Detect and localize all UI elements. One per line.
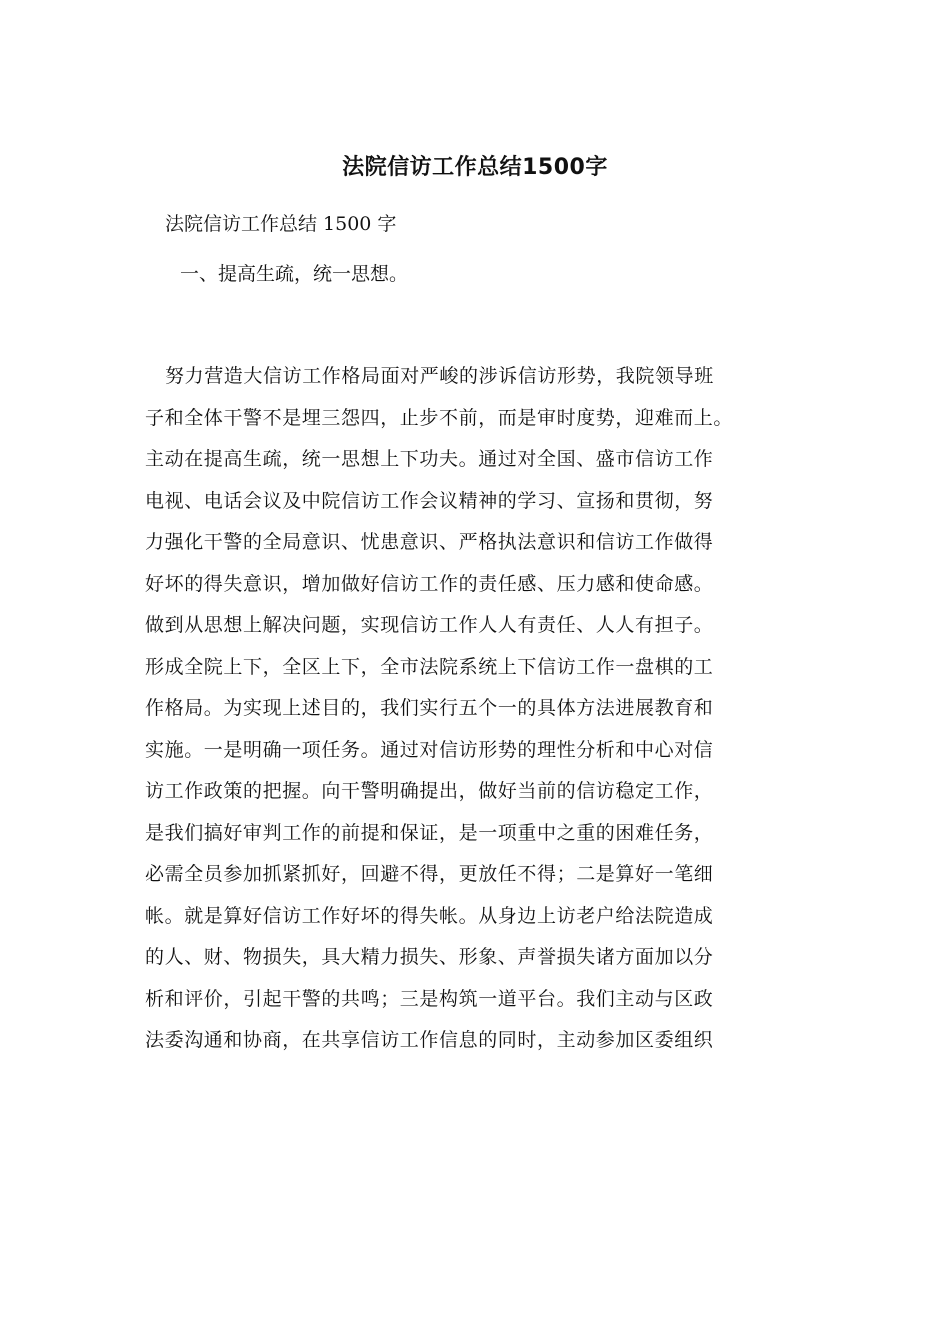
body-line: 电视、电话会议及中院信访工作会议精神的学习、宣扬和贯彻，努 bbox=[145, 489, 714, 512]
body-line: 形成全院上下，全区上下，全市法院系统上下信访工作一盘棋的工 bbox=[145, 655, 714, 678]
body-line: 析和评价，引起干警的共鸣；三是构筑一道平台。我们主动与区政 bbox=[145, 987, 714, 1010]
body-line: 实施。一是明确一项任务。通过对信访形势的理性分析和中心对信 bbox=[145, 738, 714, 761]
body-line: 作格局。为实现上述目的，我们实行五个一的具体方法进展教育和 bbox=[145, 697, 714, 719]
body-line: 做到从思想上解决问题，实现信访工作人人有责任、人人有担子。 bbox=[145, 614, 714, 636]
body-line: 的人、财、物损失，具大精力损失、形象、声誉损失诸方面加以分 bbox=[145, 946, 714, 968]
section-heading: 一、提高生疏，统一思想。 bbox=[180, 263, 409, 285]
body-line: 帐。就是算好信访工作好坏的得失帐。从身边上访老户给法院造成 bbox=[145, 904, 714, 927]
body-line: 是我们搞好审判工作的前提和保证，是一项重中之重的困难任务， bbox=[145, 821, 714, 844]
body-line: 访工作政策的把握。向干警明确提出，做好当前的信访稳定工作， bbox=[145, 780, 714, 802]
document-subtitle: 法院信访工作总结 1500 字 bbox=[165, 213, 397, 235]
body-line: 必需全员参加抓紧抓好，回避不得，更放任不得；二是算好一笔细 bbox=[145, 863, 714, 885]
body-line: 好坏的得失意识，增加做好信访工作的责任感、压力感和使命感。 bbox=[145, 572, 714, 595]
body-line: 法委沟通和协商，在共享信访工作信息的同时，主动参加区委组织 bbox=[145, 1029, 714, 1051]
body-line: 力强化干警的全局意识、忧患意识、严格执法意识和信访工作做得 bbox=[145, 531, 714, 553]
body-line: 子和全体干警不是埋三怨四，止步不前，而是审时度势，迎难而上。 bbox=[145, 406, 734, 429]
body-line: 努力营造大信访工作格局面对严峻的涉诉信访形势，我院领导班 bbox=[165, 365, 714, 387]
body-line: 主动在提高生疏，统一思想上下功夫。通过对全国、盛市信访工作 bbox=[145, 448, 714, 470]
body-paragraph bbox=[145, 356, 835, 1062]
document-title: 法院信访工作总结1500字 bbox=[342, 155, 608, 180]
